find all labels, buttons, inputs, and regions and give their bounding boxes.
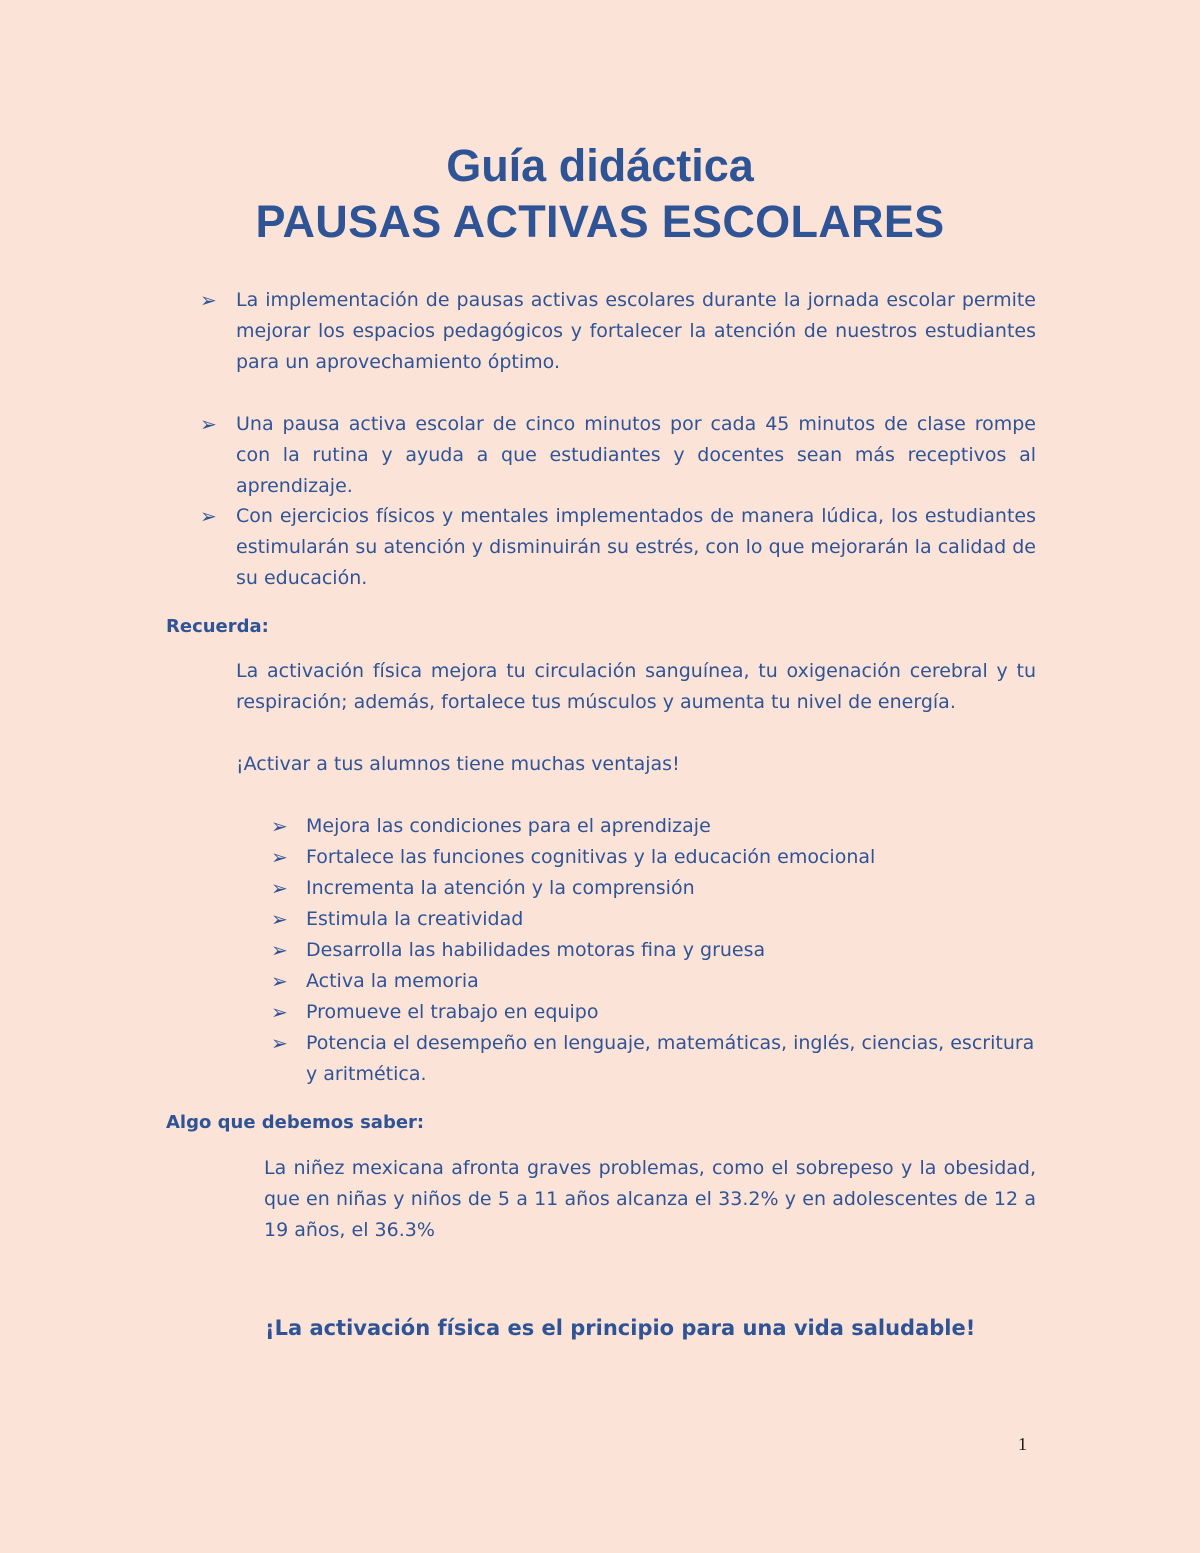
intro-bullet-text: Con ejercicios físicos y mentales implementados de manera lúdica, los estudiantes estimularán su atención y disminuirán su estrés, con lo que mejorarán la calidad de su educación. [236, 505, 1036, 589]
list-item [271, 935, 1036, 966]
advantage-text: Desarrolla las habilidades motoras fina y gruesa [306, 939, 766, 961]
arrowhead-bullet-icon: ➢ [271, 938, 288, 962]
list-item [271, 842, 1036, 873]
arrowhead-bullet-icon: ➢ [271, 845, 288, 869]
title-pausas: PAUSAS ACTIVAS ESCOLARES [255, 196, 945, 247]
advantage-text: Estimula la creatividad [306, 908, 524, 930]
page-number: 1 [1018, 1434, 1027, 1454]
recuerda-heading: Recuerda: [166, 616, 269, 637]
list-item [271, 904, 1036, 935]
list-item [271, 1028, 1036, 1090]
closing-statement: ¡La activación física es el principio para una vida saludable! [265, 1316, 976, 1340]
advantage-text: Incrementa la atención y la comprensión [306, 877, 695, 899]
advantages-intro: ¡Activar a tus alumnos tiene muchas ventajas! [236, 753, 680, 775]
advantage-text: Activa la memoria [306, 970, 479, 992]
document-title [0, 138, 1200, 250]
intro-bullet-2 [200, 409, 1036, 502]
list-item [271, 966, 1036, 997]
recuerda-paragraph: La activación física mejora tu circulación sanguínea, tu oxigenación cerebral y tu respiración; además, fortalece tus músculos y aumenta tu nivel de energía. [236, 660, 1036, 713]
arrowhead-bullet-icon: ➢ [271, 1031, 288, 1055]
arrowhead-bullet-icon: ➢ [200, 288, 217, 312]
arrowhead-bullet-icon: ➢ [271, 969, 288, 993]
intro-bullet-text: La implementación de pausas activas escolares durante la jornada escolar permite mejorar los espacios pedagógicos y fortalecer la atención de nuestros estudiantes para un aprovechamiento óptimo. [236, 289, 1036, 373]
list-item [271, 811, 1036, 842]
advantages-list [271, 811, 1036, 1090]
saber-paragraph: La niñez mexicana afronta graves problemas, como el sobrepeso y la obesidad, que en niñas y niños de 5 a 11 años alcanza el 33.2% y en adolescentes de 12 a 19 años, el 36.3% [264, 1157, 1036, 1241]
intro-bullet-3 [200, 501, 1036, 594]
advantage-text: Mejora las condiciones para el aprendizaje [306, 815, 711, 837]
intro-bullet-1 [200, 285, 1036, 378]
arrowhead-bullet-icon: ➢ [271, 814, 288, 838]
arrowhead-bullet-icon: ➢ [271, 1000, 288, 1024]
saber-heading: Algo que debemos saber: [166, 1112, 425, 1133]
arrowhead-bullet-icon: ➢ [271, 876, 288, 900]
advantage-text: Promueve el trabajo en equipo [306, 1001, 599, 1023]
arrowhead-bullet-icon: ➢ [200, 504, 217, 528]
advantage-text: Potencia el desempeño en lenguaje, matemáticas, inglés, ciencias, escritura y aritmética. [306, 1032, 1035, 1085]
arrowhead-bullet-icon: ➢ [271, 907, 288, 931]
title-guia: Guía didáctica [446, 140, 754, 191]
list-item [271, 997, 1036, 1028]
advantage-text: Fortalece las funciones cognitivas y la educación emocional [306, 846, 876, 868]
intro-bullet-text: Una pausa activa escolar de cinco minutos por cada 45 minutos de clase rompe con la rutina y ayuda a que estudiantes y docentes sean más receptivos al aprendizaje. [236, 413, 1036, 497]
list-item [271, 873, 1036, 904]
arrowhead-bullet-icon: ➢ [200, 412, 217, 436]
